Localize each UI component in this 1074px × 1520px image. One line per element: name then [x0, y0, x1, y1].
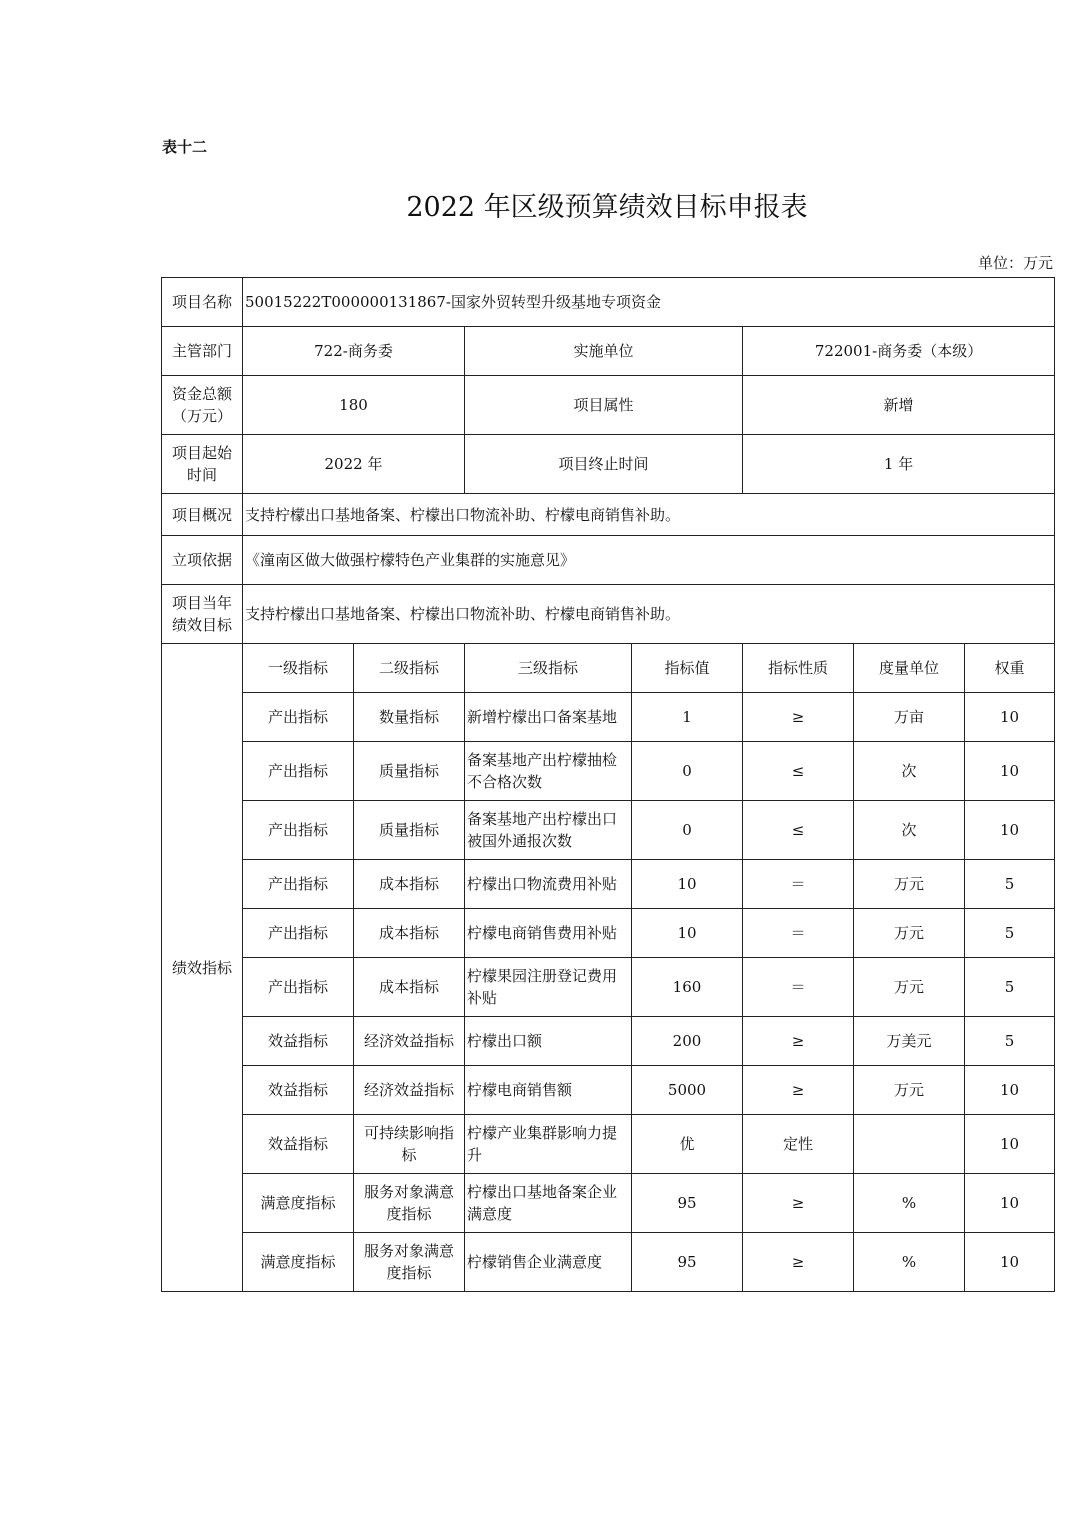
level3-cell: 柠檬果园注册登记费用补贴	[465, 958, 632, 1017]
basis-row	[162, 536, 1055, 585]
indicator-header-row	[162, 644, 1055, 693]
value-cell: 1	[632, 693, 743, 742]
value-cell: 200	[632, 1017, 743, 1066]
weight-cell: 10	[965, 742, 1055, 801]
level1-cell: 效益指标	[243, 1115, 354, 1174]
table-number-label: 表十二	[162, 138, 208, 156]
level3-cell: 新增柠檬出口备案基地	[465, 693, 632, 742]
level2-cell: 数量指标	[354, 693, 465, 742]
level2-cell: 经济效益指标	[354, 1017, 465, 1066]
department-label: 主管部门	[162, 327, 243, 376]
weight-cell: 10	[965, 1115, 1055, 1174]
basis-label: 立项依据	[162, 536, 243, 585]
unit-cell: 万元	[854, 860, 965, 909]
level2-cell: 成本指标	[354, 860, 465, 909]
goal-value: 支持柠檬出口基地备案、柠檬出口物流补助、柠檬电商销售补助。	[243, 585, 1055, 644]
nature-cell: ＝	[743, 958, 854, 1017]
value-cell: 0	[632, 742, 743, 801]
level1-cell: 效益指标	[243, 1066, 354, 1115]
overview-value: 支持柠檬出口基地备案、柠檬出口物流补助、柠檬电商销售补助。	[243, 494, 1055, 536]
indicators-section-label: 绩效指标	[162, 644, 243, 1292]
level1-cell: 产出指标	[243, 742, 354, 801]
header-cell: 度量单位	[854, 644, 965, 693]
indicator-row	[162, 860, 1055, 909]
nature-cell: ≥	[743, 1174, 854, 1233]
header-cell: 三级指标	[465, 644, 632, 693]
implementing-unit-value: 722001-商务委（本级）	[743, 327, 1055, 376]
indicator-row	[162, 1174, 1055, 1233]
basis-value: 《潼南区做大做强柠檬特色产业集群的实施意见》	[243, 536, 1055, 585]
weight-cell: 10	[965, 1066, 1055, 1115]
end-time-value: 1 年	[743, 435, 1055, 494]
nature-cell: ≥	[743, 1233, 854, 1292]
level3-cell: 备案基地产出柠檬出口被国外通报次数	[465, 801, 632, 860]
goal-label: 项目当年绩效目标	[162, 585, 243, 644]
indicator-row	[162, 1233, 1055, 1292]
project-name-label: 项目名称	[162, 278, 243, 327]
level2-cell: 成本指标	[354, 958, 465, 1017]
level3-cell: 柠檬出口基地备案企业满意度	[465, 1174, 632, 1233]
unit-cell: 次	[854, 742, 965, 801]
nature-cell: ≤	[743, 801, 854, 860]
total-funds-label: 资金总额（万元）	[162, 376, 243, 435]
header-cell: 二级指标	[354, 644, 465, 693]
indicator-row	[162, 742, 1055, 801]
value-cell: 10	[632, 860, 743, 909]
nature-cell: ≥	[743, 1017, 854, 1066]
level3-cell: 柠檬出口物流费用补贴	[465, 860, 632, 909]
level2-cell: 可持续影响指标	[354, 1115, 465, 1174]
indicator-row	[162, 909, 1055, 958]
level3-cell: 柠檬电商销售额	[465, 1066, 632, 1115]
end-time-label: 项目终止时间	[465, 435, 743, 494]
unit-cell: %	[854, 1174, 965, 1233]
performance-target-table	[161, 277, 1055, 1292]
project-name-value: 50015222T000000131867-国家外贸转型升级基地专项资金	[243, 278, 1055, 327]
level1-cell: 满意度指标	[243, 1174, 354, 1233]
level1-cell: 产出指标	[243, 801, 354, 860]
level1-cell: 产出指标	[243, 909, 354, 958]
unit-cell: 次	[854, 801, 965, 860]
total-funds-value: 180	[243, 376, 465, 435]
unit-cell: 万亩	[854, 693, 965, 742]
project-name-row	[162, 278, 1055, 327]
level1-cell: 效益指标	[243, 1017, 354, 1066]
weight-cell: 5	[965, 1017, 1055, 1066]
nature-cell: ≥	[743, 693, 854, 742]
unit-cell: %	[854, 1233, 965, 1292]
level2-cell: 服务对象满意度指标	[354, 1233, 465, 1292]
indicator-row	[162, 1066, 1055, 1115]
value-cell: 160	[632, 958, 743, 1017]
nature-cell: ≥	[743, 1066, 854, 1115]
level3-cell: 柠檬产业集群影响力提升	[465, 1115, 632, 1174]
indicator-row	[162, 801, 1055, 860]
header-cell: 指标性质	[743, 644, 854, 693]
indicator-row	[162, 1115, 1055, 1174]
indicator-row	[162, 693, 1055, 742]
implementing-unit-label: 实施单位	[465, 327, 743, 376]
nature-cell: ≤	[743, 742, 854, 801]
unit-note: 单位：万元	[977, 254, 1053, 272]
weight-cell: 10	[965, 801, 1055, 860]
value-cell: 5000	[632, 1066, 743, 1115]
project-attribute-label: 项目属性	[465, 376, 743, 435]
level2-cell: 质量指标	[354, 742, 465, 801]
level3-cell: 柠檬电商销售费用补贴	[465, 909, 632, 958]
level1-cell: 满意度指标	[243, 1233, 354, 1292]
unit-cell: 万元	[854, 1066, 965, 1115]
value-cell: 优	[632, 1115, 743, 1174]
weight-cell: 5	[965, 958, 1055, 1017]
project-attribute-value: 新增	[743, 376, 1055, 435]
level3-cell: 备案基地产出柠檬抽检不合格次数	[465, 742, 632, 801]
level3-cell: 柠檬出口额	[465, 1017, 632, 1066]
header-cell: 指标值	[632, 644, 743, 693]
level1-cell: 产出指标	[243, 693, 354, 742]
header-cell: 一级指标	[243, 644, 354, 693]
level2-cell: 服务对象满意度指标	[354, 1174, 465, 1233]
period-row	[162, 435, 1055, 494]
weight-cell: 10	[965, 1174, 1055, 1233]
weight-cell: 10	[965, 1233, 1055, 1292]
start-time-value: 2022 年	[243, 435, 465, 494]
level1-cell: 产出指标	[243, 860, 354, 909]
level3-cell: 柠檬销售企业满意度	[465, 1233, 632, 1292]
nature-cell: ＝	[743, 909, 854, 958]
level1-cell: 产出指标	[243, 958, 354, 1017]
department-value: 722-商务委	[243, 327, 465, 376]
department-row	[162, 327, 1055, 376]
indicator-row	[162, 958, 1055, 1017]
funding-row	[162, 376, 1055, 435]
value-cell: 0	[632, 801, 743, 860]
weight-cell: 5	[965, 909, 1055, 958]
value-cell: 95	[632, 1233, 743, 1292]
level2-cell: 经济效益指标	[354, 1066, 465, 1115]
unit-cell: 万美元	[854, 1017, 965, 1066]
value-cell: 10	[632, 909, 743, 958]
indicator-row	[162, 1017, 1055, 1066]
level2-cell: 成本指标	[354, 909, 465, 958]
unit-cell: 万元	[854, 909, 965, 958]
overview-label: 项目概况	[162, 494, 243, 536]
weight-cell: 10	[965, 693, 1055, 742]
unit-cell: 万元	[854, 958, 965, 1017]
start-time-label: 项目起始时间	[162, 435, 243, 494]
document-title: 2022 年区级预算绩效目标申报表	[406, 192, 808, 223]
unit-cell	[854, 1115, 965, 1174]
nature-cell: ＝	[743, 860, 854, 909]
goal-row	[162, 585, 1055, 644]
level2-cell: 质量指标	[354, 801, 465, 860]
nature-cell: 定性	[743, 1115, 854, 1174]
value-cell: 95	[632, 1174, 743, 1233]
weight-cell: 5	[965, 860, 1055, 909]
header-cell: 权重	[965, 644, 1055, 693]
overview-row	[162, 494, 1055, 536]
